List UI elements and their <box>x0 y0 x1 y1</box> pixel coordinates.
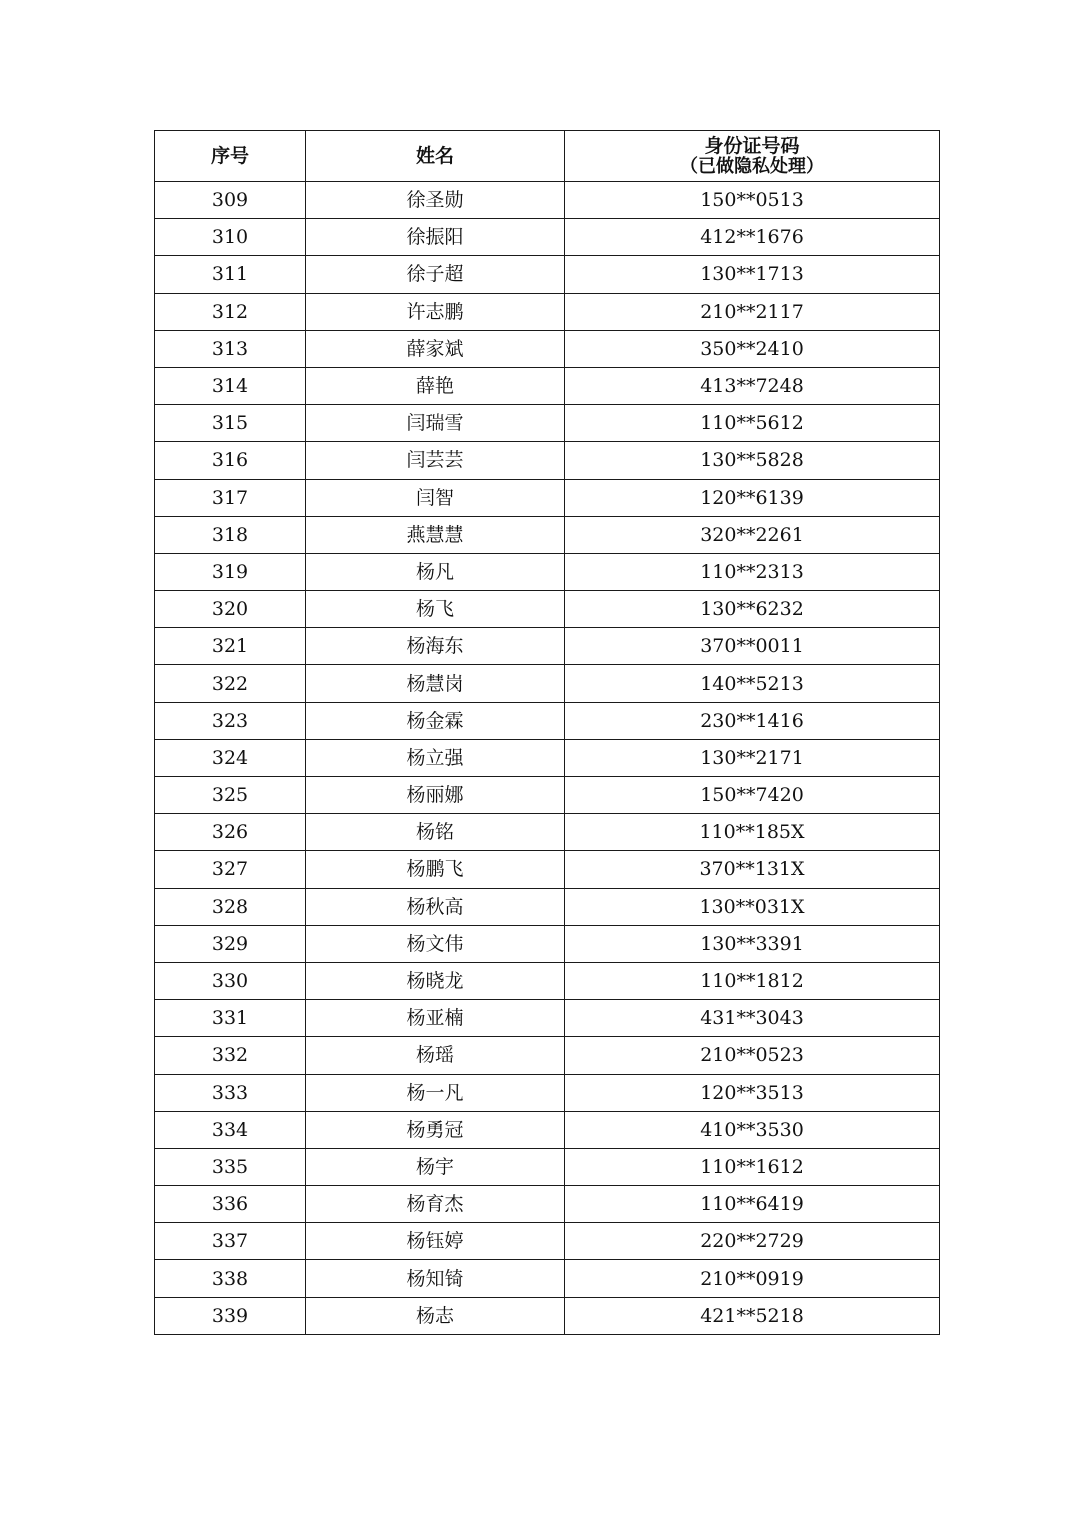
row-name-cell: 许志鹏 <box>306 293 565 330</box>
row-seq-cell: 328 <box>155 888 306 925</box>
row-seq-cell: 327 <box>155 851 306 888</box>
row-seq-cell: 322 <box>155 665 306 702</box>
table-row <box>155 330 940 367</box>
table-row <box>155 925 940 962</box>
row-name-cell: 杨钰婷 <box>306 1223 565 1260</box>
row-id-cell: 110**2313 <box>565 553 940 590</box>
row-name-cell: 薛艳 <box>306 367 565 404</box>
table-row <box>155 479 940 516</box>
row-id-cell: 130**6232 <box>565 591 940 628</box>
row-seq-cell: 329 <box>155 925 306 962</box>
row-id-cell: 431**3043 <box>565 1000 940 1037</box>
table-row <box>155 1037 940 1074</box>
table-row <box>155 814 940 851</box>
table-row <box>155 851 940 888</box>
row-name-cell: 闫芸芸 <box>306 442 565 479</box>
row-id-cell: 350**2410 <box>565 330 940 367</box>
row-name-cell: 徐子超 <box>306 256 565 293</box>
row-name-cell: 闫瑞雪 <box>306 405 565 442</box>
table-row <box>155 591 940 628</box>
row-name-cell: 杨秋高 <box>306 888 565 925</box>
table-row <box>155 1297 940 1334</box>
row-seq-cell: 338 <box>155 1260 306 1297</box>
row-name-cell: 杨晓龙 <box>306 962 565 999</box>
row-id-cell: 370**0011 <box>565 628 940 665</box>
row-seq-cell: 331 <box>155 1000 306 1037</box>
row-seq-cell: 325 <box>155 777 306 814</box>
table-row <box>155 1111 940 1148</box>
row-name-cell: 杨鹏飞 <box>306 851 565 888</box>
table-row <box>155 1223 940 1260</box>
row-name-cell: 闫智 <box>306 479 565 516</box>
row-seq-cell: 315 <box>155 405 306 442</box>
table-header <box>155 131 940 182</box>
row-name-cell: 杨金霖 <box>306 702 565 739</box>
header-id-title: 身份证号码 <box>704 135 800 157</box>
table-row <box>155 962 940 999</box>
row-seq-cell: 321 <box>155 628 306 665</box>
row-name-cell: 杨亚楠 <box>306 1000 565 1037</box>
table-row <box>155 739 940 776</box>
row-seq-cell: 323 <box>155 702 306 739</box>
row-id-cell: 130**2171 <box>565 739 940 776</box>
row-seq-cell: 324 <box>155 739 306 776</box>
row-id-cell: 130**031X <box>565 888 940 925</box>
row-id-cell: 412**1676 <box>565 219 940 256</box>
row-id-cell: 210**2117 <box>565 293 940 330</box>
table-row <box>155 665 940 702</box>
row-seq-cell: 313 <box>155 330 306 367</box>
row-id-cell: 130**1713 <box>565 256 940 293</box>
row-id-cell: 110**5612 <box>565 405 940 442</box>
row-name-cell: 杨立强 <box>306 739 565 776</box>
table-row <box>155 293 940 330</box>
table-row <box>155 888 940 925</box>
row-seq-cell: 316 <box>155 442 306 479</box>
row-name-cell: 杨慧岗 <box>306 665 565 702</box>
header-name: 姓名 <box>306 131 565 182</box>
row-id-cell: 320**2261 <box>565 516 940 553</box>
row-id-cell: 421**5218 <box>565 1297 940 1334</box>
table-row <box>155 702 940 739</box>
row-id-cell: 110**1812 <box>565 962 940 999</box>
row-seq-cell: 314 <box>155 367 306 404</box>
table-row <box>155 256 940 293</box>
row-name-cell: 杨飞 <box>306 591 565 628</box>
row-name-cell: 杨宇 <box>306 1148 565 1185</box>
header-id <box>565 131 940 182</box>
row-seq-cell: 319 <box>155 553 306 590</box>
table-row <box>155 219 940 256</box>
header-id-note: （已做隐私处理） <box>680 156 824 177</box>
row-id-cell: 150**0513 <box>565 182 940 219</box>
row-seq-cell: 332 <box>155 1037 306 1074</box>
row-id-cell: 140**5213 <box>565 665 940 702</box>
row-seq-cell: 339 <box>155 1297 306 1334</box>
row-name-cell: 杨一凡 <box>306 1074 565 1111</box>
row-seq-cell: 318 <box>155 516 306 553</box>
row-seq-cell: 337 <box>155 1223 306 1260</box>
table-row <box>155 367 940 404</box>
table-row <box>155 516 940 553</box>
row-seq-cell: 311 <box>155 256 306 293</box>
row-seq-cell: 333 <box>155 1074 306 1111</box>
table-row <box>155 1000 940 1037</box>
row-id-cell: 150**7420 <box>565 777 940 814</box>
row-id-cell: 110**6419 <box>565 1186 940 1223</box>
roster-table <box>154 130 940 1335</box>
row-name-cell: 徐圣勋 <box>306 182 565 219</box>
row-id-cell: 230**1416 <box>565 702 940 739</box>
row-name-cell: 杨瑶 <box>306 1037 565 1074</box>
table-row <box>155 1074 940 1111</box>
header-row <box>155 131 940 182</box>
row-id-cell: 210**0523 <box>565 1037 940 1074</box>
row-id-cell: 370**131X <box>565 851 940 888</box>
table-row <box>155 628 940 665</box>
row-id-cell: 220**2729 <box>565 1223 940 1260</box>
row-id-cell: 413**7248 <box>565 367 940 404</box>
row-name-cell: 杨志 <box>306 1297 565 1334</box>
row-seq-cell: 310 <box>155 219 306 256</box>
row-name-cell: 徐振阳 <box>306 219 565 256</box>
row-name-cell: 杨文伟 <box>306 925 565 962</box>
row-id-cell: 120**3513 <box>565 1074 940 1111</box>
row-name-cell: 杨育杰 <box>306 1186 565 1223</box>
row-id-cell: 130**3391 <box>565 925 940 962</box>
table-row <box>155 405 940 442</box>
row-seq-cell: 336 <box>155 1186 306 1223</box>
row-name-cell: 杨知锜 <box>306 1260 565 1297</box>
row-name-cell: 杨勇冠 <box>306 1111 565 1148</box>
document-sheet <box>154 130 939 1335</box>
row-id-cell: 130**5828 <box>565 442 940 479</box>
row-name-cell: 杨丽娜 <box>306 777 565 814</box>
row-seq-cell: 334 <box>155 1111 306 1148</box>
table-row <box>155 1260 940 1297</box>
row-seq-cell: 326 <box>155 814 306 851</box>
row-id-cell: 120**6139 <box>565 479 940 516</box>
table-row <box>155 553 940 590</box>
header-seq: 序号 <box>155 131 306 182</box>
table-row <box>155 1148 940 1185</box>
row-id-cell: 110**1612 <box>565 1148 940 1185</box>
row-seq-cell: 309 <box>155 182 306 219</box>
row-id-cell: 210**0919 <box>565 1260 940 1297</box>
row-name-cell: 燕慧慧 <box>306 516 565 553</box>
row-seq-cell: 317 <box>155 479 306 516</box>
row-name-cell: 薛家斌 <box>306 330 565 367</box>
row-seq-cell: 330 <box>155 962 306 999</box>
row-name-cell: 杨铭 <box>306 814 565 851</box>
row-seq-cell: 320 <box>155 591 306 628</box>
row-seq-cell: 335 <box>155 1148 306 1185</box>
table-body <box>155 182 940 1335</box>
table-row <box>155 777 940 814</box>
table-row <box>155 442 940 479</box>
row-id-cell: 410**3530 <box>565 1111 940 1148</box>
row-id-cell: 110**185X <box>565 814 940 851</box>
row-name-cell: 杨凡 <box>306 553 565 590</box>
table-row <box>155 1186 940 1223</box>
row-seq-cell: 312 <box>155 293 306 330</box>
row-name-cell: 杨海东 <box>306 628 565 665</box>
table-row <box>155 182 940 219</box>
